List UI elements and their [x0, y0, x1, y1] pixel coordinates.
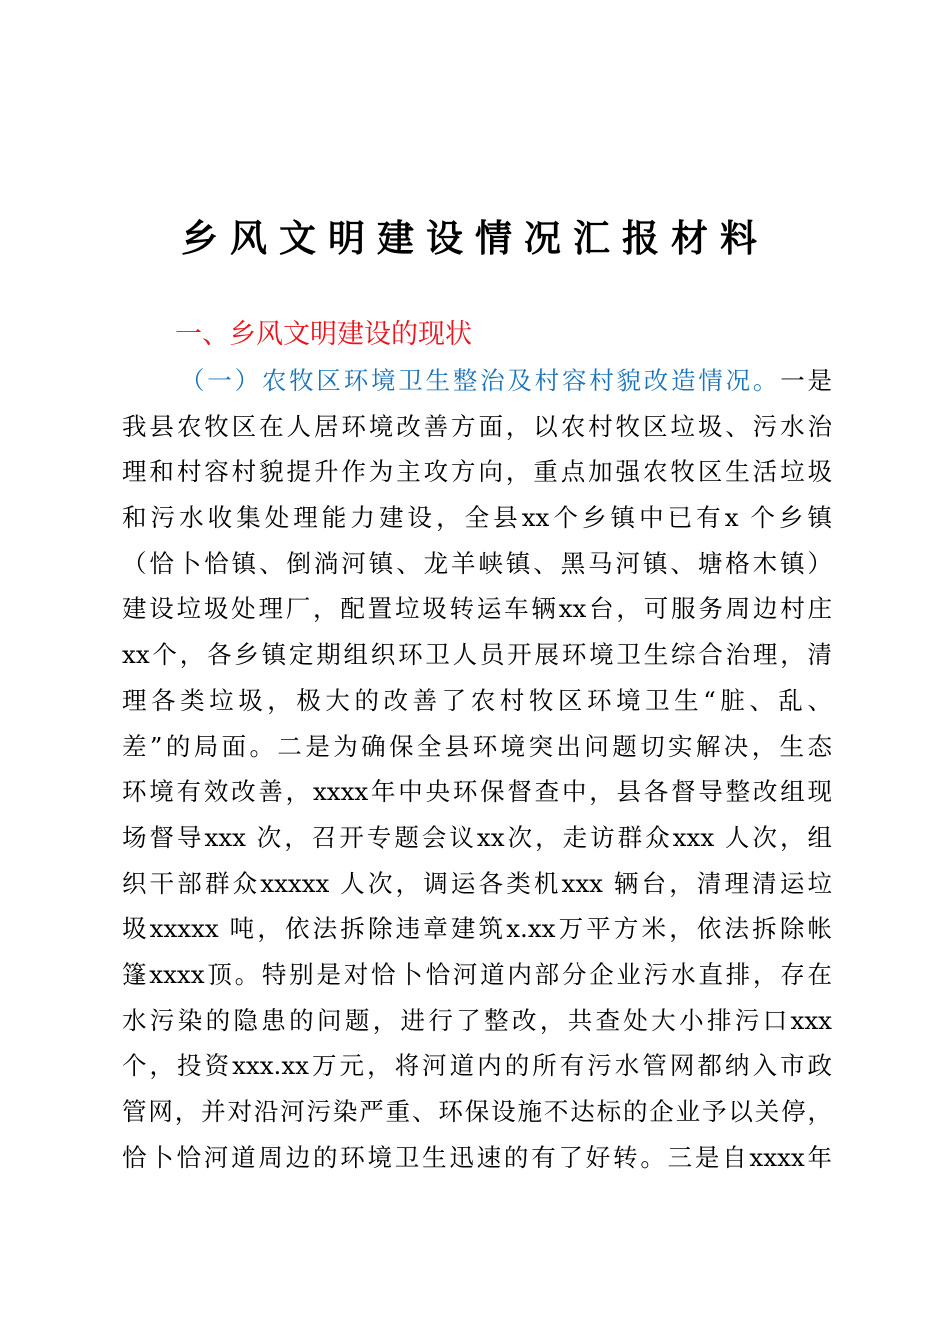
paragraph-line: 环境有效改善，xxxx年中央环保督查中，县各督导整改组现 [122, 777, 832, 807]
body-paragraph [122, 358, 832, 1180]
paragraph-line: 恰卜恰河道周边的环境卫生迅速的有了好转。三是自xxxx年 [122, 1142, 832, 1172]
paragraph-line: 和污水收集处理能力建设，全县xx个乡镇中已有x 个乡镇 [122, 503, 832, 533]
document-title: 乡风文明建设情况汇报材料 [181, 216, 769, 260]
section-heading: 一、乡风文明建设的现状 [175, 319, 472, 350]
paragraph-line-text: 一是 [780, 366, 833, 395]
paragraph-line: 理和村容村貌提升作为主攻方向，重点加强农牧区生活垃圾 [122, 457, 832, 487]
paragraph-line: （恰卜恰镇、倒淌河镇、龙羊峡镇、黑马河镇、塘格木镇） [122, 548, 832, 578]
paragraph-line: 我县农牧区在人居环境改善方面，以农村牧区垃圾、污水治 [122, 411, 832, 441]
paragraph-line: 织干部群众xxxxx 人次，调运各类机xxx 辆台，清理清运垃 [122, 868, 832, 898]
subsection-heading: （一）农牧区环境卫生整治及村容村貌改造情况。 [180, 366, 781, 395]
paragraph-line: xx个，各乡镇定期组织环卫人员开展环境卫生综合治理，清 [122, 640, 832, 670]
paragraph-line: 理各类垃圾，极大的改善了农村牧区环境卫生“脏、乱、 [122, 685, 832, 715]
paragraph-line: 管网，并对沿河污染严重、环保设施不达标的企业予以关停， [122, 1097, 832, 1126]
paragraph-line: 篷xxxx顶。特别是对恰卜恰河道内部分企业污水直排，存在 [122, 959, 832, 989]
paragraph-line: 圾xxxxx 吨，依法拆除违章建筑x.xx万平方米，依法拆除帐 [122, 914, 832, 944]
paragraph-line: 场督导xxx 次，召开专题会议xx次，走访群众xxx 人次，组 [122, 822, 832, 852]
paragraph-line: 建设垃圾处理厂，配置垃圾转运车辆xx台，可服务周边村庄 [122, 594, 832, 624]
paragraph-line: 个，投资xxx.xx万元，将河道内的所有污水管网都纳入市政 [122, 1051, 832, 1081]
paragraph-line [122, 358, 832, 404]
paragraph-line: 差”的局面。二是为确保全县环境突出问题切实解决，生态 [122, 731, 832, 761]
paragraph-line: 水污染的隐患的问题，进行了整改，共查处大小排污口xxx [122, 1005, 832, 1035]
